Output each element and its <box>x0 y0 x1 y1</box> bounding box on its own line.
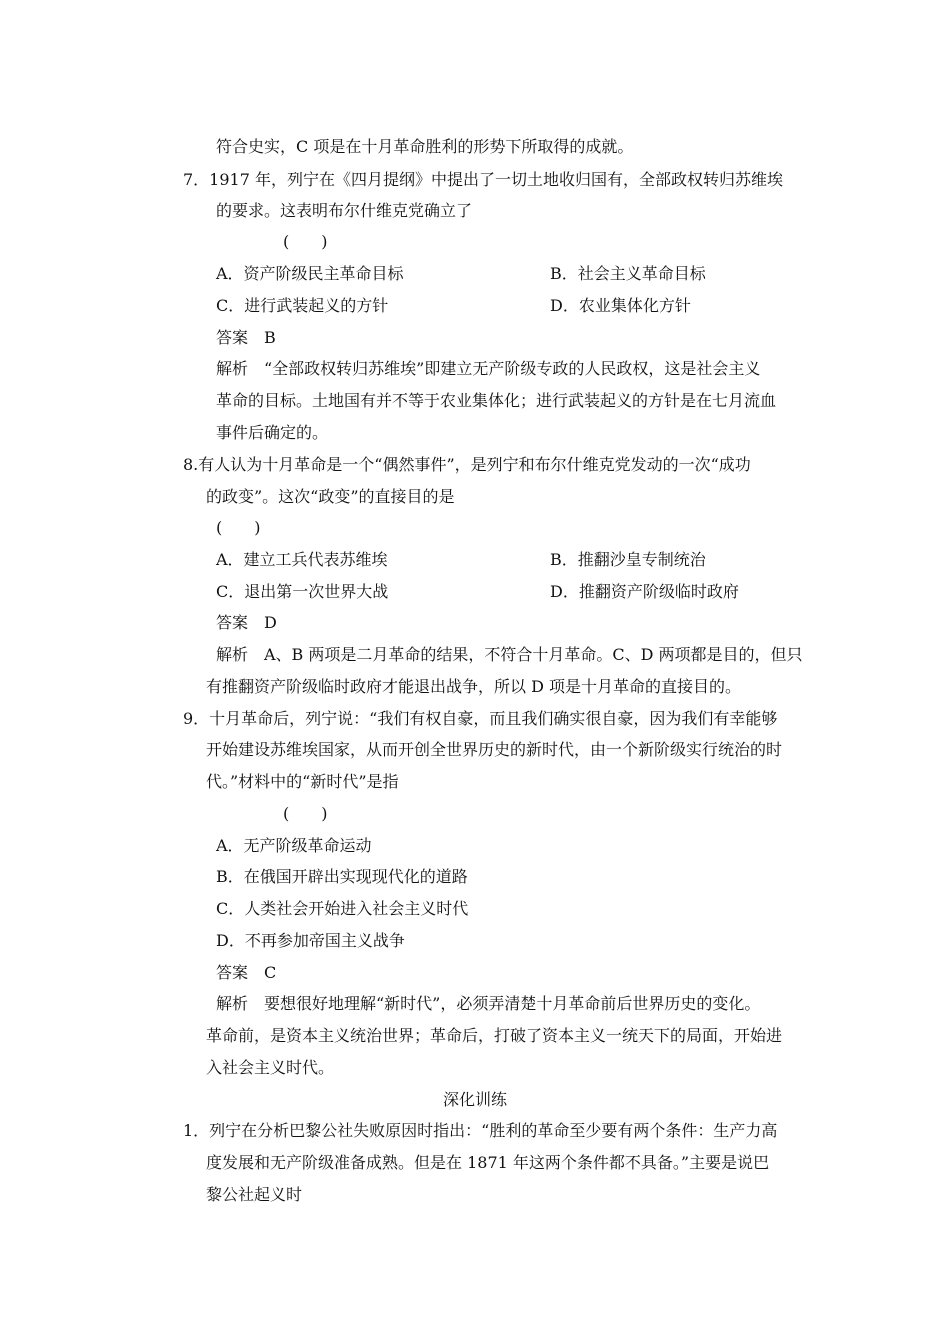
option-a: A．资产阶级民主革命目标 <box>216 264 404 283</box>
analysis-line: 入社会主义时代。 <box>206 1058 335 1077</box>
analysis-line: 解析 “全部政权转归苏维埃”即建立无产阶级专政的人民政权，这是社会主义 <box>216 359 761 378</box>
analysis-line: 革命前，是资本主义统治世界；革命后，打破了资本主义一统天下的局面，开始进 <box>206 1026 783 1045</box>
answer-blank: ( ) <box>283 804 328 823</box>
question-text-line: 9．十月革命后，列宁说：“我们有权自豪，而且我们确实很自豪，因为我们有幸能够 <box>183 709 778 728</box>
option-c: C．退出第一次世界大战 <box>216 582 389 601</box>
question-text-line: 度发展和无产阶级准备成熟。但是在 1871 年这两个条件都不具备。”主要是说巴 <box>206 1153 770 1172</box>
answer-line: 答案 B <box>216 328 276 347</box>
option-d: D．推翻资产阶级临时政府 <box>550 582 739 601</box>
intro-line: 符合史实，C 项是在十月革命胜利的形势下所取得的成就。 <box>216 137 634 156</box>
option-c: C．进行武装起义的方针 <box>216 296 389 315</box>
question-text-line: 8.有人认为十月革命是一个“偶然事件”，是列宁和布尔什维克党发动的一次“成功 <box>183 455 751 474</box>
option-d: D．不再参加帝国主义战争 <box>216 931 405 950</box>
section-title: 深化训练 <box>442 1090 507 1109</box>
question-text-line: 7．1917 年，列宁在《四月提纲》中提出了一切土地收归国有，全部政权转归苏维埃 <box>183 170 783 189</box>
question-text-line: 黎公社起义时 <box>206 1185 303 1204</box>
question-text-line: 开始建设苏维埃国家，从而开创全世界历史的新时代，由一个新阶级实行统治的时 <box>206 740 783 759</box>
option-b: B．推翻沙皇专制统治 <box>550 550 706 569</box>
option-b: B．在俄国开辟出实现现代化的道路 <box>216 867 468 886</box>
question-text-line: 的要求。这表明布尔什维克党确立了 <box>216 201 473 220</box>
analysis-line: 解析 A、B 两项是二月革命的结果，不符合十月革命。C、D 两项都是目的，但只 <box>216 645 803 664</box>
answer-line: 答案 D <box>216 613 277 632</box>
question-text-line: 代。”材料中的“新时代”是指 <box>206 772 399 791</box>
analysis-line: 有推翻资产阶级临时政府才能退出战争，所以 D 项是十月革命的直接目的。 <box>206 677 742 696</box>
option-c: C．人类社会开始进入社会主义时代 <box>216 899 469 918</box>
option-d: D．农业集体化方针 <box>550 296 691 315</box>
option-a: A．无产阶级革命运动 <box>216 836 372 855</box>
question-text-line: 1．列宁在分析巴黎公社失败原因时指出：“胜利的革命至少要有两个条件：生产力高 <box>183 1121 778 1140</box>
answer-blank: ( ) <box>283 232 328 251</box>
analysis-line: 革命的目标。土地国有并不等于农业集体化；进行武装起义的方针是在七月流血 <box>216 391 777 410</box>
analysis-line: 解析 要想很好地理解“新时代”，必须弄清楚十月革命前后世界历史的变化。 <box>216 994 761 1013</box>
option-b: B．社会主义革命目标 <box>550 264 706 283</box>
question-text-line: 的政变”。这次“政变”的直接目的是 <box>206 487 455 506</box>
answer-line: 答案 C <box>216 963 277 982</box>
option-a: A．建立工兵代表苏维埃 <box>216 550 388 569</box>
answer-blank: ( ) <box>216 518 261 537</box>
analysis-line: 事件后确定的。 <box>216 423 329 442</box>
